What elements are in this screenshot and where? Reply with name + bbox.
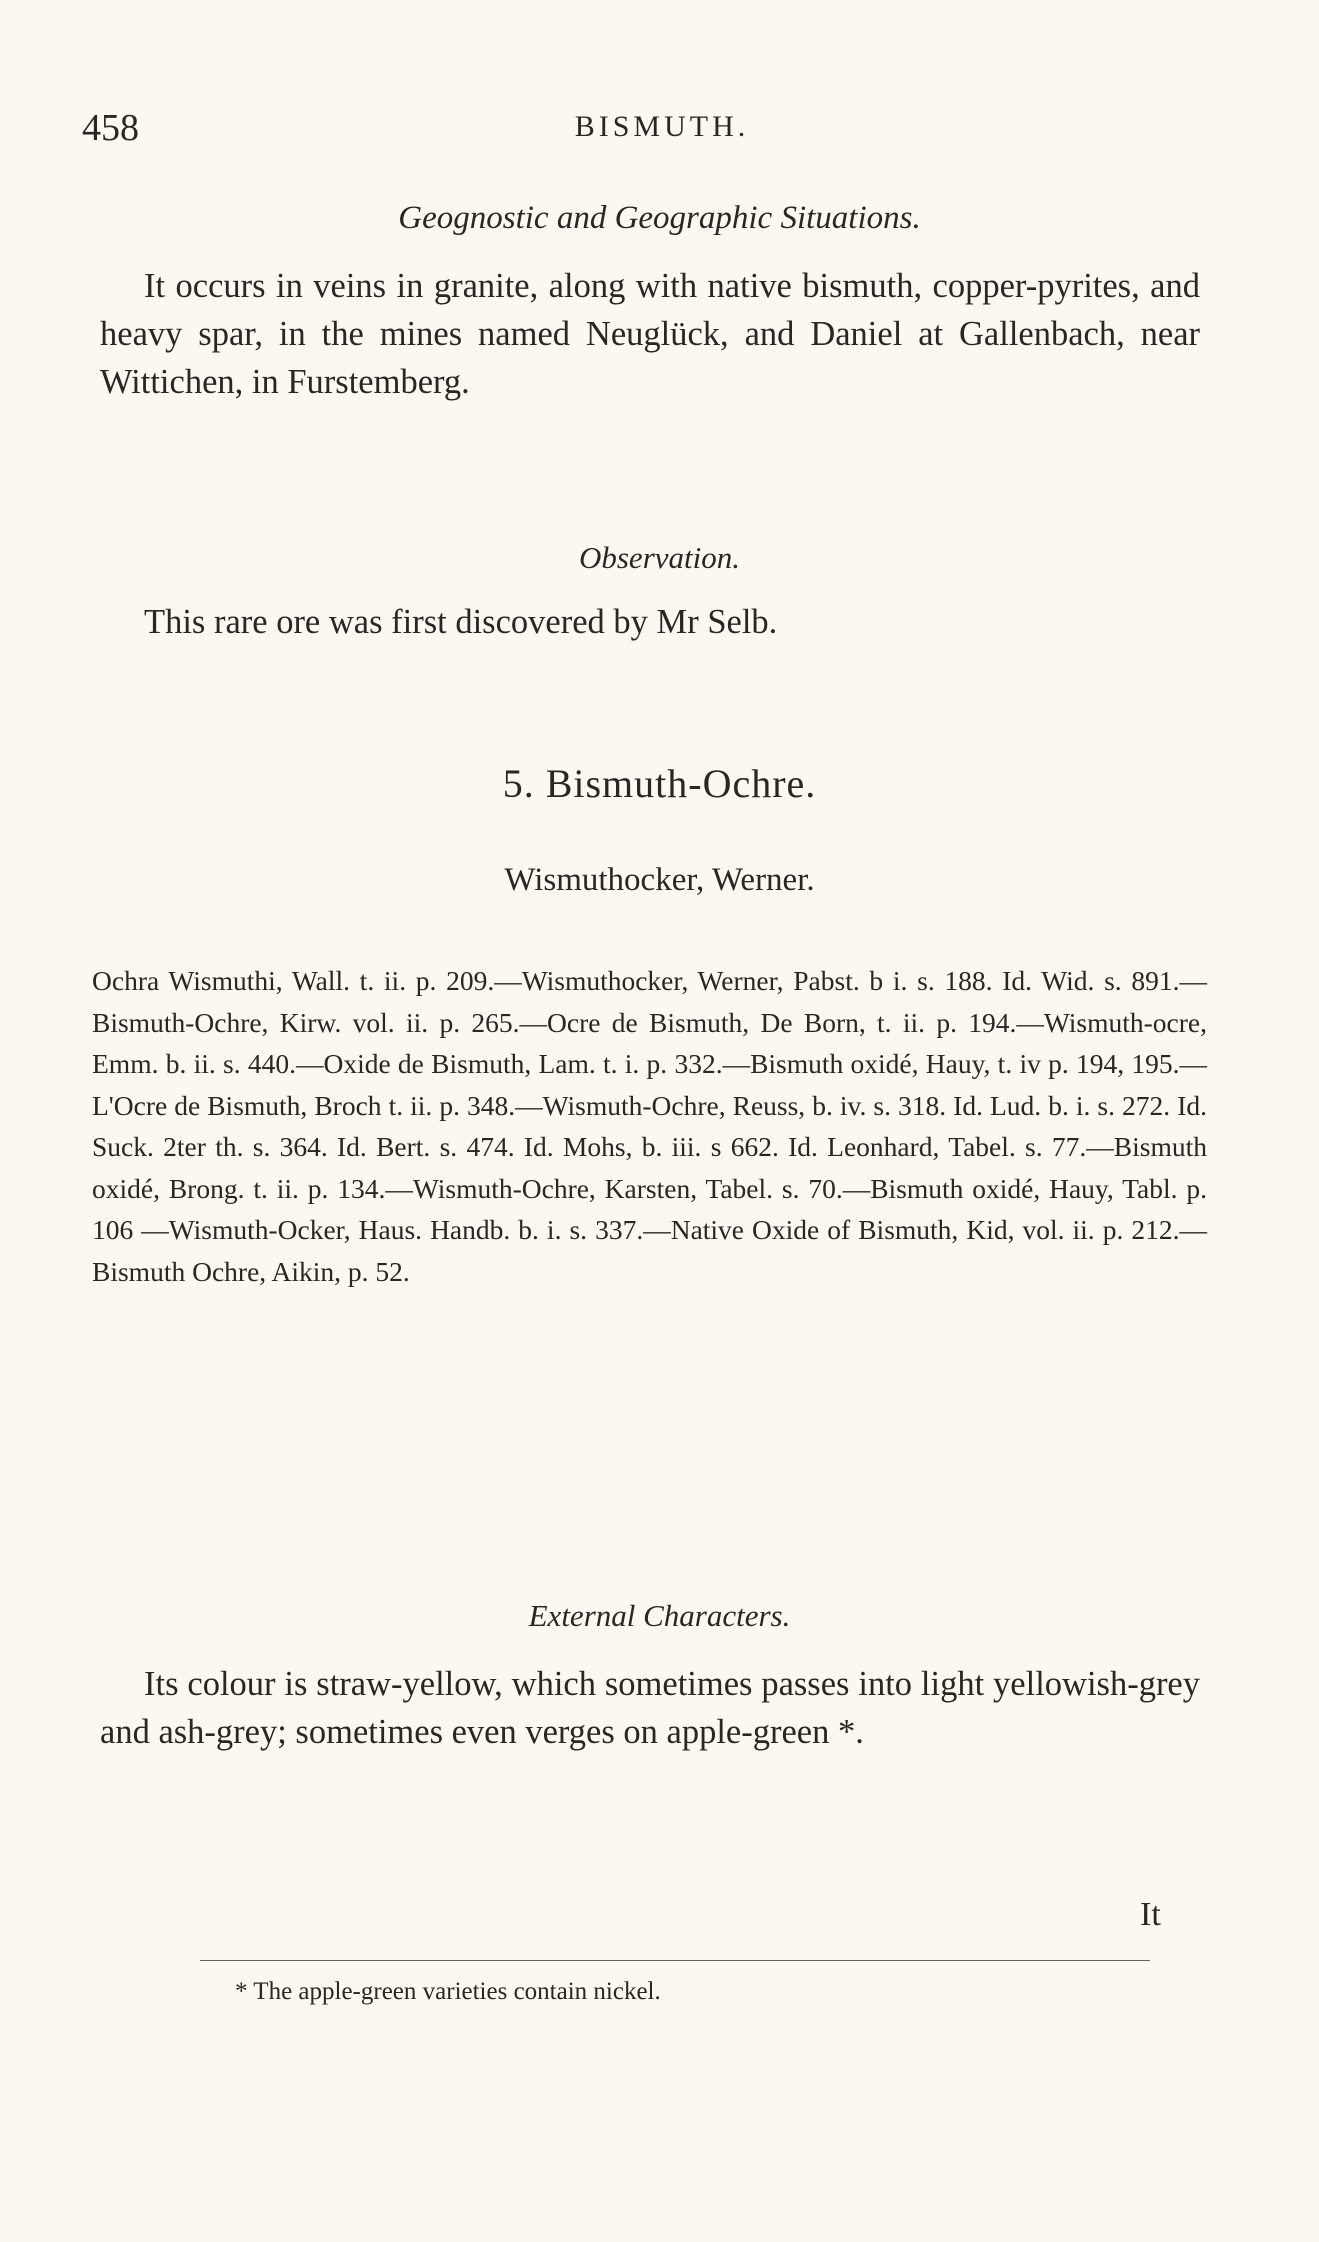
footnote-rule [200, 1960, 1150, 1961]
section-heading-geognostic: Geognostic and Geographic Situations. [398, 200, 921, 236]
section-heading-external: External Characters. [528, 1598, 791, 1633]
section-heading-observation: Observation. [578, 540, 740, 575]
paragraph-observation-text: This rare ore was first discovered by Mr Selb. [144, 603, 778, 641]
synonymy-block [92, 960, 1207, 1292]
page-number: 458 [82, 107, 139, 149]
synonymy-text: Ochra Wismuthi, Wall. t. ii. p. 209.—Wismuthocker, Werner, Pabst. b i. s. 188. Id. Wid. s. 891.—Bismuth-Ochre, Kirw. vol. ii. p. 265.—Ocre de Bismuth, De Born, t. ii. p. 194.—Wismuth-ocre, Emm. b. ii. s. 440.—Oxide de Bismuth, Lam. t. i. p. 332.—Bismuth oxidé, Hauy, t. iv p. 194, 195.—L'Ocre de Bismuth, Broch t. ii. p. 348.—Wismuth-Ochre, Reuss, b. iv. s. 318. Id. Lud. b. i. s. 272. Id. Suck. 2ter th. s. 364. Id. Bert. s. 474. Id. Mohs, b. iii. s 662. Id. Leonhard, Tabel. s. 77.—Bismuth oxidé, Brong. t. ii. p. 134.—Wismuth-Ochre, Karsten, Tabel. s. 70.—Bismuth oxidé, Hauy, Tabl. p. 106 —Wismuth-Ocker, Haus. Handb. b. i. s. 337.—Native Oxide of Bismuth, Kid, vol. ii. p. 212.—Bismuth Ochre, Aikin, p. 52. [92, 965, 1207, 1287]
page-header [82, 106, 1242, 156]
paragraph-occurrence-text: It occurs in veins in granite, along with native bismuth, copper-pyrites, and heavy spar, in the mines named Neuglück, and Daniel at Gallenbach, near Wittichen, in Furstemberg. [100, 267, 1200, 401]
species-title: 5. Bismuth-Ochre. [502, 761, 817, 806]
catchword: It [1140, 1896, 1161, 1933]
paragraph-colour-text: Its colour is straw-yellow, which sometimes passes into light yellowish-grey and ash-grey; sometimes even verges on apple-green *. [100, 1665, 1200, 1751]
running-title: BISMUTH. [574, 110, 750, 143]
species-subtitle: Wismuthocker, Werner. [504, 862, 815, 898]
paragraph-occurrence [100, 262, 1200, 406]
footnote: * The apple-green varieties contain nickel. [235, 1978, 661, 2005]
paragraph-colour [100, 1660, 1200, 1756]
paragraph-observation [100, 598, 1200, 646]
